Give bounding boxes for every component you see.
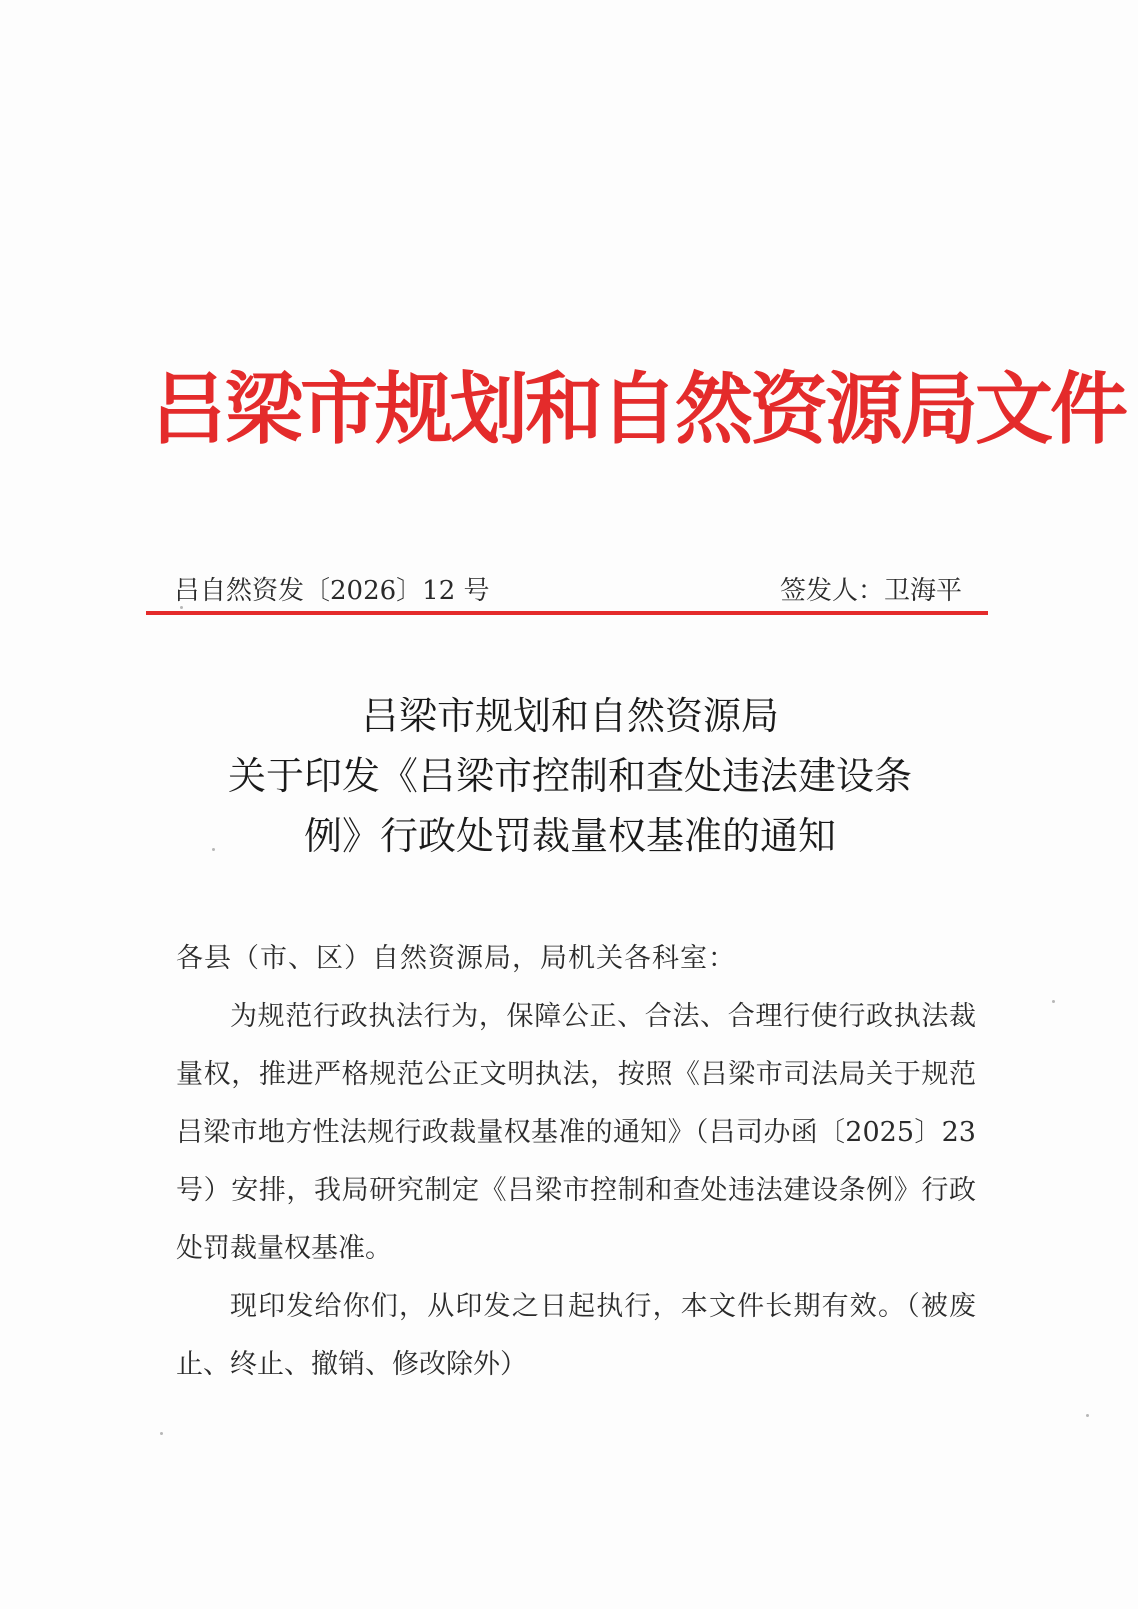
notice-title-line-1: 吕梁市规划和自然资源局	[360, 694, 779, 738]
body-paragraph-2: 现印发给你们，从印发之日起执行，本文件长期有效。（被废止、终止、撤销、修改除外）	[176, 1291, 976, 1380]
red-divider-line	[146, 611, 988, 615]
body-paragraph-1: 为规范行政执法行为，保障公正、合法、合理行使行政执法裁量权，推进严格规范公正文明执法，按照《吕梁市司法局关于规范吕梁市地方性法规行政裁量权基准的通知》（吕司办函〔2025〕23 号）安排，我局研究制定《吕梁市控制和查处违法建设条例》行政处罚裁量权基准。	[176, 1001, 976, 1264]
issuer-signature: 签发人：卫海平	[779, 576, 962, 606]
notice-title-line-2: 关于印发《吕梁市控制和查处违法建设条	[227, 754, 912, 798]
scan-speck	[180, 606, 183, 609]
document-header-title: 吕梁市规划和自然资源局文件	[150, 364, 1126, 455]
notice-body	[176, 930, 976, 1394]
scan-speck	[1086, 1414, 1089, 1417]
scan-speck	[212, 848, 215, 851]
notice-title	[150, 686, 990, 866]
document-meta-row	[146, 570, 988, 610]
document-number: 吕自然资发〔2026〕12 号	[174, 576, 490, 606]
scan-speck	[160, 1432, 163, 1435]
scan-speck	[1052, 1000, 1055, 1003]
salutation: 各县（市、区）自然资源局，局机关各科室：	[176, 943, 736, 974]
notice-title-line-3: 例》行政处罚裁量权基准的通知	[303, 814, 836, 858]
